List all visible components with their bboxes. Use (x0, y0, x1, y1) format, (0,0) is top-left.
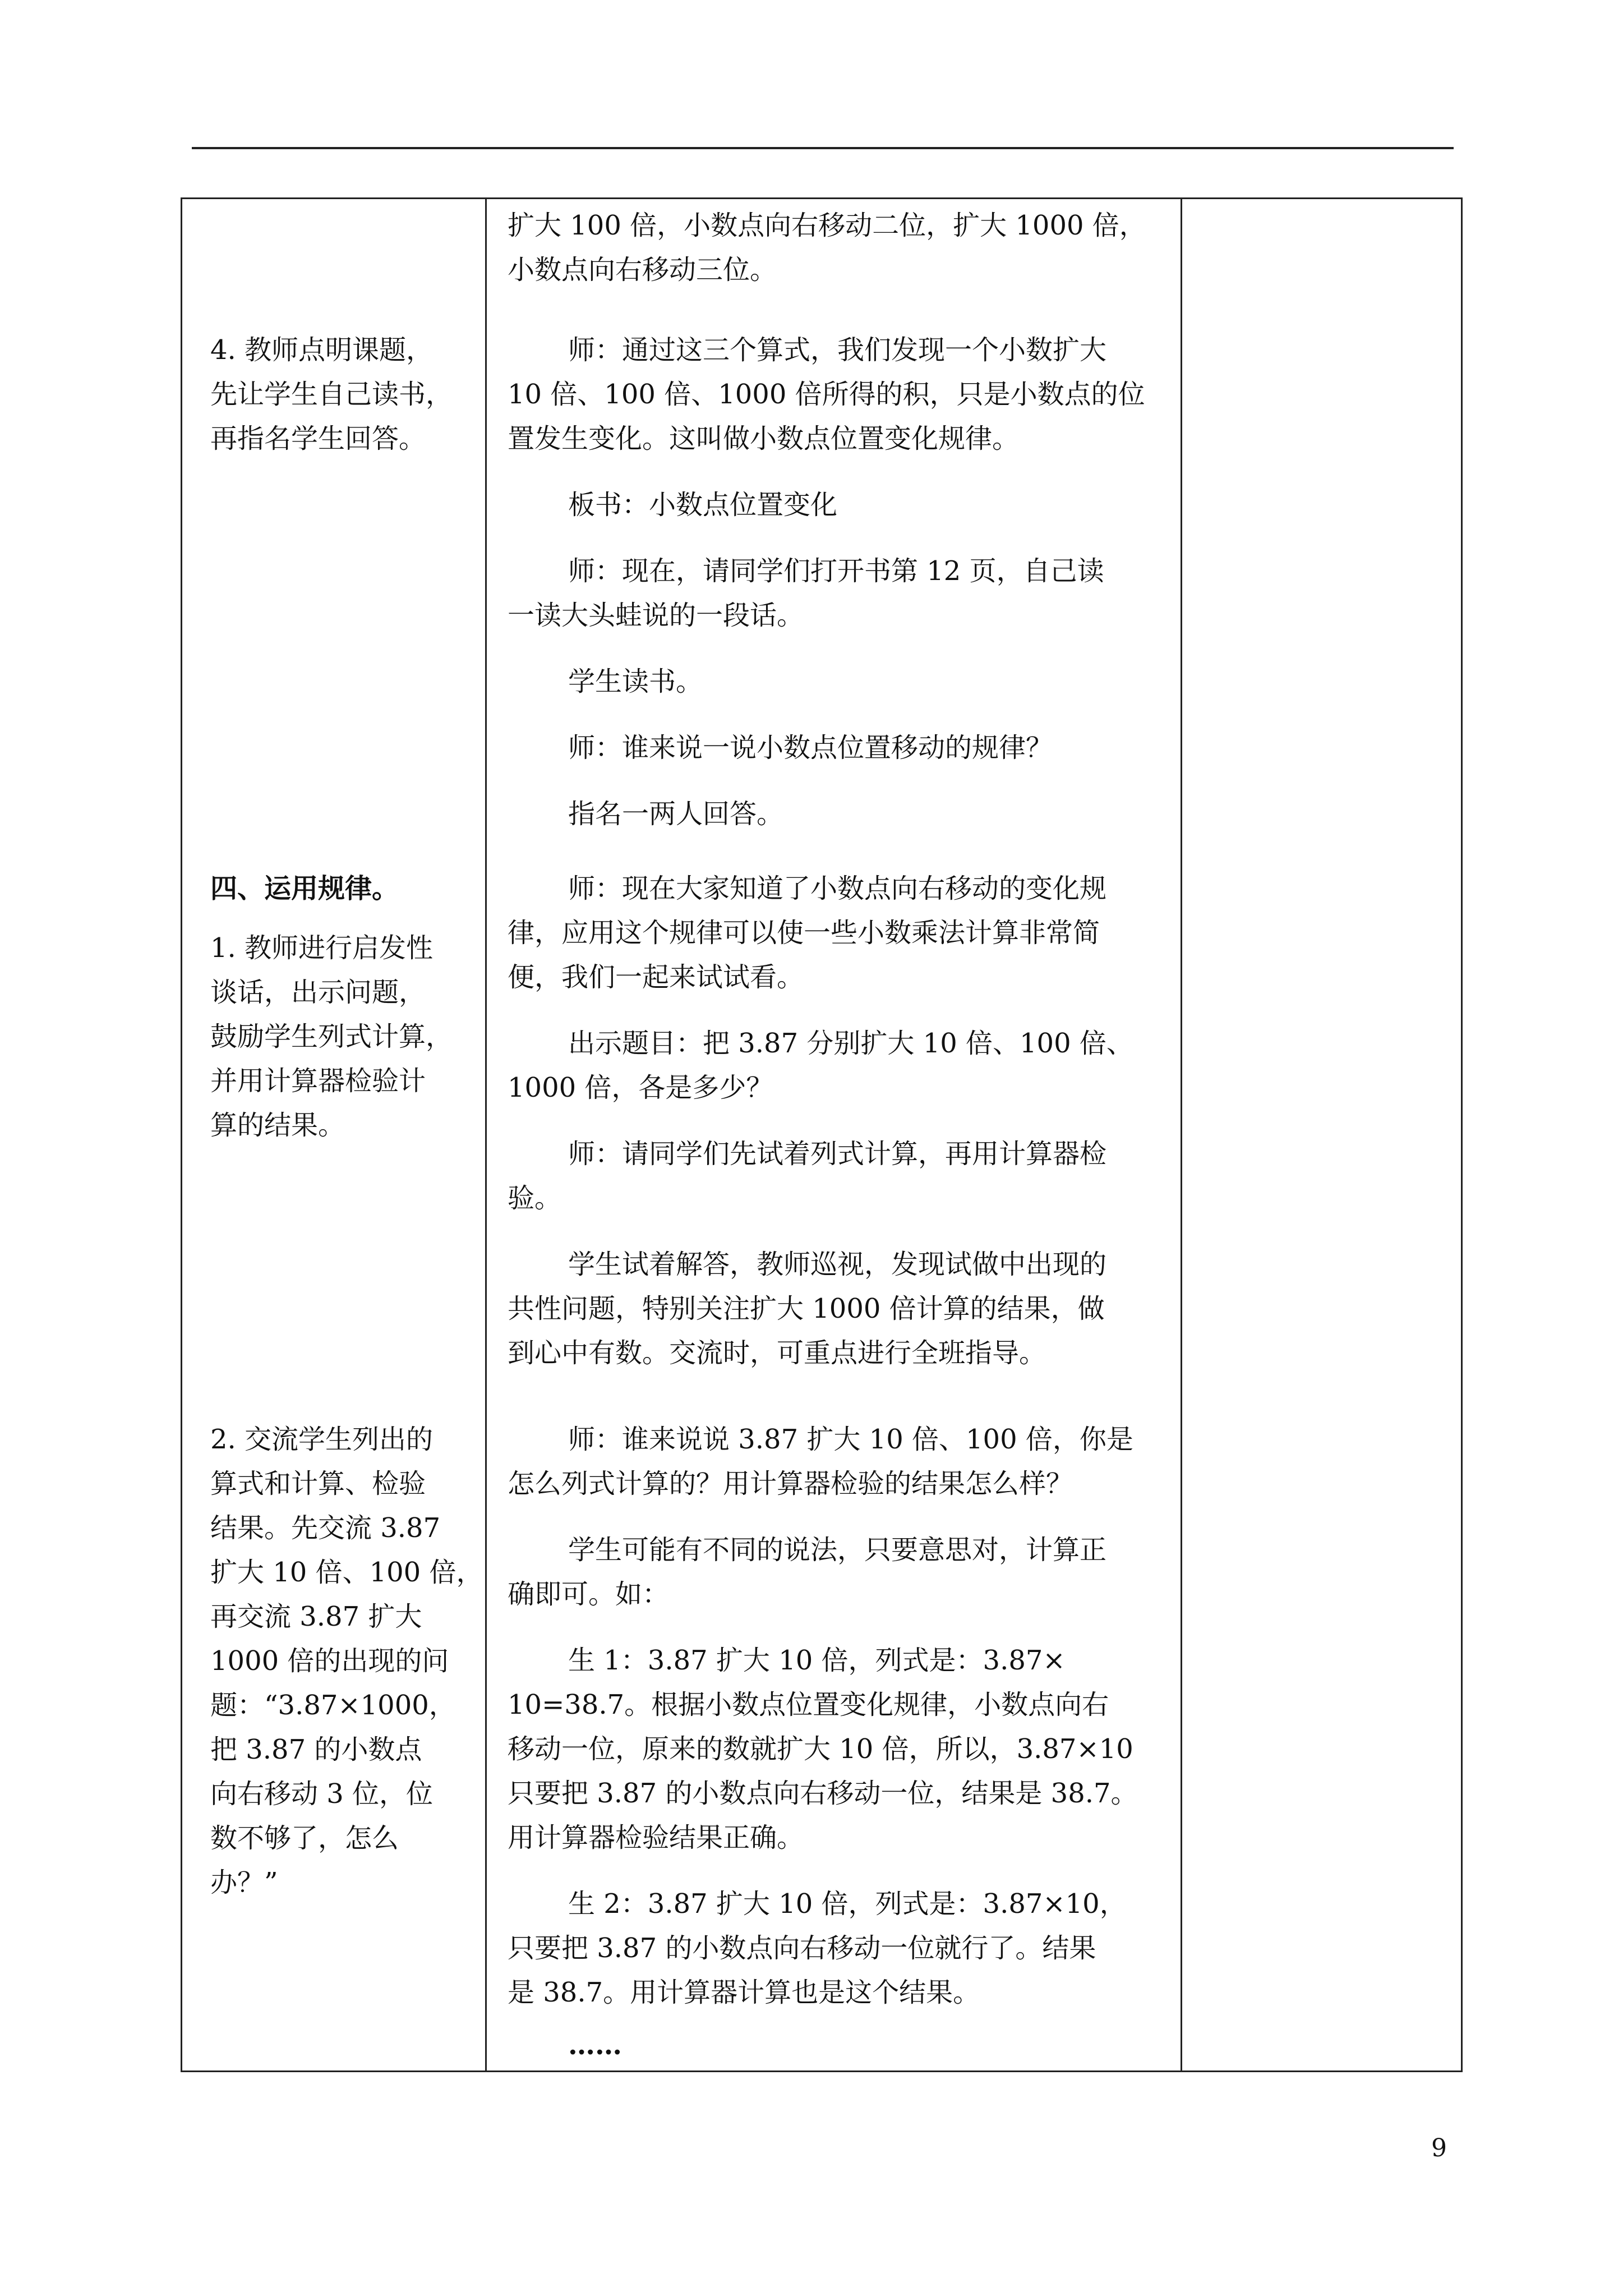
mid-col-line: 师：谁来说说 3.87 扩大 10 倍、100 倍，你是 (568, 1424, 1133, 1455)
mid-col-line: 扩大 100 倍，小数点向右移动二位，扩大 1000 倍， (508, 210, 1146, 241)
mid-col-line: 师：请同学们先试着列式计算，再用计算器检 (568, 1138, 1107, 1170)
column-divider-left (485, 199, 487, 2070)
mid-col-line: 生 2：3.87 扩大 10 倍，列式是：3.87×10， (568, 1888, 1127, 1920)
mid-col-line: 指名一两人回答。 (568, 798, 784, 830)
mid-col-line: 10 倍、100 倍、1000 倍所得的积，只是小数点的位 (508, 379, 1145, 410)
mid-col-line: 律，应用这个规律可以使一些小数乘法计算非常简 (508, 917, 1100, 949)
mid-col-line: 1000 倍，各是多少？ (508, 1072, 773, 1103)
mid-col-line: 师：现在大家知道了小数点向右移动的变化规 (568, 873, 1107, 904)
left-col-line: 扩大 10 倍、100 倍， (210, 1557, 483, 1588)
mid-col-line: 确即可。如： (508, 1579, 670, 1610)
mid-col-line: 师：现在，请同学们打开书第 12 页，自己读 (568, 555, 1104, 587)
mid-col-line: 验。 (508, 1182, 562, 1214)
mid-col-line: 便，我们一起来试试看。 (508, 961, 804, 993)
left-col-line: 办？” (210, 1867, 278, 1898)
left-col-line: 题：“3.87×1000， (210, 1690, 456, 1721)
ellipsis: …… (568, 2030, 622, 2061)
mid-col-line: 只要把 3.87 的小数点向右移动一位，结果是 38.7。 (508, 1778, 1138, 1809)
left-col-line: 并用计算器检验计 (210, 1065, 426, 1097)
mid-col-line: 学生可能有不同的说法，只要意思对，计算正 (568, 1534, 1107, 1566)
mid-col-line: 是 38.7。用计算器计算也是这个结果。 (508, 1977, 980, 2008)
lesson-table (181, 197, 1463, 2072)
mid-col-line: 一读大头蛙说的一段话。 (508, 600, 804, 631)
mid-col-line: 置发生变化。这叫做小数点位置变化规律。 (508, 423, 1020, 454)
left-col-line: 鼓励学生列式计算， (210, 1021, 453, 1052)
column-divider-right (1181, 199, 1182, 2070)
mid-col-line: 小数点向右移动三位。 (508, 254, 777, 286)
header-rule (192, 147, 1454, 149)
mid-col-line: 用计算器检验结果正确。 (508, 1822, 804, 1853)
left-col-line: 再交流 3.87 扩大 (210, 1601, 422, 1632)
mid-col-line: 板书：小数点位置变化 (568, 489, 838, 521)
left-col-line: 向右移动 3 位，位 (210, 1778, 434, 1810)
section-heading: 四、运用规律。 (210, 873, 399, 904)
left-col-line: 4. 教师点明课题， (210, 334, 434, 366)
left-col-line: 结果。先交流 3.87 (210, 1512, 441, 1544)
page-number: 9 (1431, 2134, 1447, 2162)
mid-col-line: 师：通过这三个算式，我们发现一个小数扩大 (568, 334, 1107, 366)
mid-col-line: 到心中有数。交流时，可重点进行全班指导。 (508, 1337, 1046, 1369)
left-col-line: 数不够了，怎么 (210, 1823, 399, 1854)
mid-col-line: 学生读书。 (568, 666, 703, 697)
left-col-line: 算的结果。 (210, 1110, 345, 1141)
left-col-line: 先让学生自己读书， (210, 379, 453, 410)
mid-col-line: 生 1：3.87 扩大 10 倍，列式是：3.87× (568, 1645, 1066, 1676)
left-col-line: 再指名学生回答。 (210, 423, 426, 454)
left-col-line: 1. 教师进行启发性 (210, 932, 434, 964)
mid-col-line: 移动一位，原来的数就扩大 10 倍，所以，3.87×10 (508, 1733, 1133, 1765)
mid-col-line: 师：谁来说一说小数点位置移动的规律？ (568, 732, 1053, 763)
mid-col-line: 学生试着解答，教师巡视，发现试做中出现的 (568, 1249, 1107, 1280)
mid-col-line: 10=38.7。根据小数点位置变化规律，小数点向右 (508, 1689, 1109, 1720)
left-col-line: 把 3.87 的小数点 (210, 1734, 422, 1765)
mid-col-line: 只要把 3.87 的小数点向右移动一位就行了。结果 (508, 1932, 1096, 1964)
mid-col-line: 怎么列式计算的？用计算器检验的结果怎么样？ (508, 1468, 1073, 1499)
mid-col-line: 共性问题，特别关注扩大 1000 倍计算的结果，做 (508, 1293, 1105, 1324)
left-col-line: 算式和计算、检验 (210, 1468, 426, 1499)
left-col-line: 2. 交流学生列出的 (210, 1424, 434, 1455)
left-col-line: 1000 倍的出现的问 (210, 1645, 449, 1677)
left-col-line: 谈话，出示问题， (210, 977, 426, 1008)
mid-col-line: 出示题目：把 3.87 分别扩大 10 倍、100 倍、 (568, 1028, 1133, 1059)
